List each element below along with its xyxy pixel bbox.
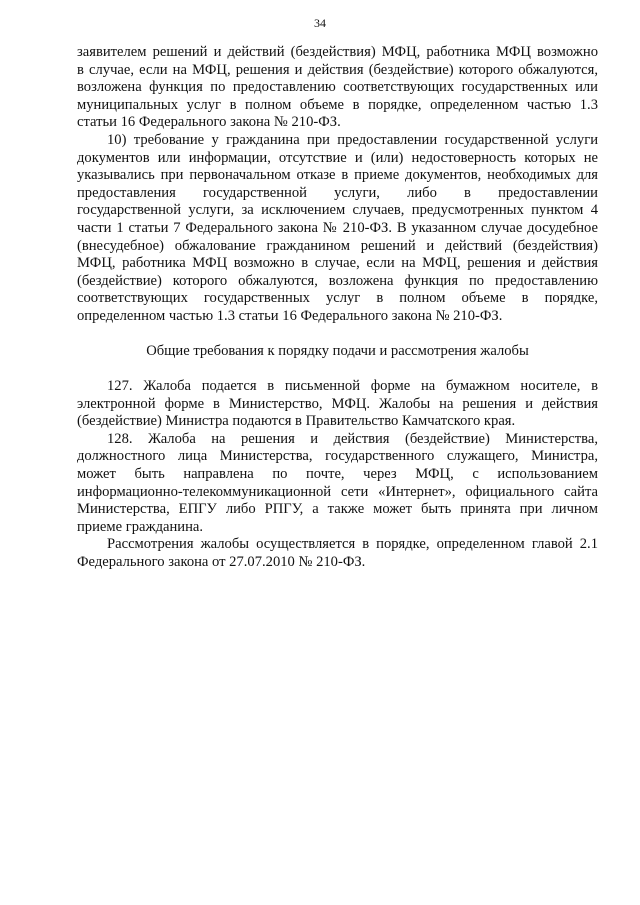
paragraph-128	[77, 431, 598, 537]
text-line: Министерства, ЕПГУ либо РПГУ, а также может быть принята при личном	[77, 501, 598, 518]
section-heading: Общие требования к порядку подачи и рассмотрения жалобы	[146, 342, 529, 359]
text-line: Рассмотрения жалобы осуществляется в порядке, определенном главой 2.1	[107, 536, 598, 553]
text-line: указывались при первоначальном отказе в приеме документов, необходимых для	[77, 167, 598, 184]
text-line: заявителем решений и действий (бездействия) МФЦ, работника МФЦ возможно	[77, 44, 598, 60]
text-line: 127. Жалоба подается в письменной форме на бумажном носителе, в	[107, 378, 598, 395]
text-line: Федерального закона от 27.07.2010 № 210-ФЗ.	[77, 554, 366, 571]
text-line: может быть направлена по почте, через МФЦ, с использованием	[77, 466, 598, 483]
text-line: информационно-телекоммуникационной сети «Интернет», официального сайта	[77, 483, 598, 500]
text-line: 10) требование у гражданина при предоставлении государственной услуги	[107, 131, 598, 148]
paragraph-continuation	[77, 44, 598, 132]
page-number: 34	[314, 16, 326, 30]
text-line: 128. Жалоба на решения и действия (бездействие) Министерства,	[107, 430, 598, 447]
text-line: государственной услуги, за исключением случаев, предусмотренных пунктом 4	[77, 202, 598, 219]
text-line: предоставления государственной услуги, либо в предоставлении	[77, 184, 598, 201]
text-line: (бездействие) которого обжалуются, возложена функция по предоставлению	[77, 272, 598, 289]
text-line: (внесудебное) обжалование гражданином решений и действий (бездействия)	[77, 237, 598, 254]
text-line: возложена функция по предоставлению соответствующих государственных или	[77, 79, 598, 96]
text-line: электронной форме в Министерство, МФЦ. Жалобы на решения и действия	[77, 395, 598, 412]
text-line: части 1 статьи 7 Федерального закона № 210-ФЗ. В указанном случае досудебное	[77, 219, 598, 236]
text-line: статьи 16 Федерального закона № 210-ФЗ.	[77, 114, 341, 131]
text-line: (бездействие) Министра подаются в Правительство Камчатского края.	[77, 413, 516, 430]
text-line: приеме гражданина.	[77, 518, 204, 535]
document-body	[77, 44, 598, 572]
text-line: МФЦ, работника МФЦ возможно в случае, если на МФЦ, решения и действия	[77, 255, 598, 272]
text-line: документов или информации, отсутствие и (или) недостоверность которых не	[77, 149, 598, 166]
text-line: муниципальных услуг в полном объеме в порядке, определенном частью 1.3	[77, 96, 598, 113]
text-line: соответствующих государственных услуг в полном объеме в порядке,	[77, 290, 598, 307]
text-line: определенном частью 1.3 статьи 16 Федерального закона № 210-ФЗ.	[77, 307, 503, 324]
paragraph-review-procedure	[77, 536, 598, 571]
paragraph-item-10	[77, 132, 598, 326]
text-line: в случае, если на МФЦ, решения и действия (бездействие) которого обжалуются,	[77, 61, 598, 78]
text-line: должностного лица Министерства, государственного служащего, Министра,	[77, 448, 598, 465]
paragraph-127	[77, 378, 598, 431]
